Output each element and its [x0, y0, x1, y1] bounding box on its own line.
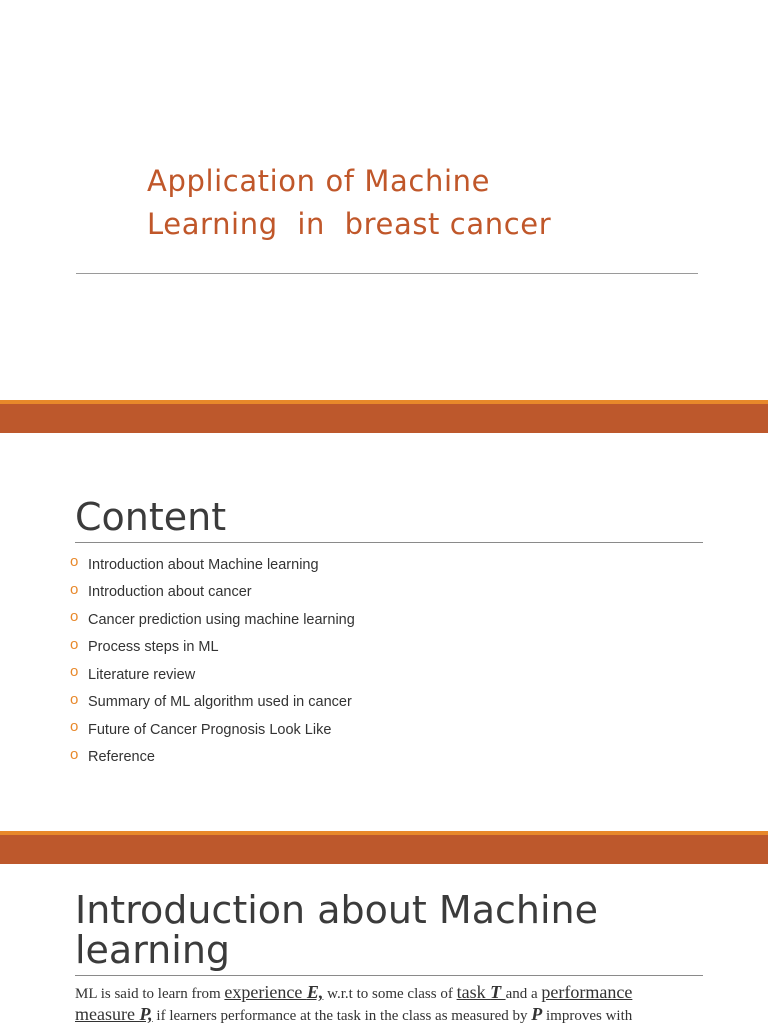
bullet-icon: o	[70, 580, 79, 598]
list-item	[70, 634, 355, 662]
list-item	[70, 579, 355, 607]
list-item	[70, 716, 355, 744]
title-line-2: Learning in breast cancer	[147, 207, 552, 241]
content-divider	[75, 542, 703, 543]
para-text: ML is said to learn from	[75, 986, 225, 1002]
slide-intro-ml	[0, 864, 768, 1024]
list-item	[70, 744, 355, 772]
term-measure: measure	[75, 1004, 140, 1024]
term-performance: performance	[541, 982, 633, 1002]
list-item-text: Introduction about cancer	[88, 584, 252, 601]
list-item-text: Literature review	[88, 666, 196, 683]
ml-definition-paragraph	[75, 982, 695, 1026]
bullet-icon: o	[70, 553, 79, 571]
list-item-text: Introduction about Machine learning	[88, 556, 319, 573]
bullet-icon: o	[70, 663, 79, 681]
bullet-icon: o	[70, 718, 79, 736]
title-divider	[76, 273, 698, 274]
bullet-icon: o	[70, 690, 79, 708]
bullet-icon: o	[70, 745, 79, 763]
slide-separator-band	[0, 831, 768, 864]
symbol-p: P,	[139, 1004, 153, 1024]
list-item	[70, 689, 355, 717]
list-item	[70, 661, 355, 689]
intro-heading	[75, 890, 715, 970]
list-item-text: Process steps in ML	[88, 639, 219, 656]
intro-divider	[75, 975, 703, 976]
title-line-1: Application of Machine	[147, 164, 491, 198]
intro-heading-line-2: learning	[75, 928, 231, 972]
para-text: and a	[505, 986, 542, 1002]
content-list	[70, 551, 355, 771]
list-item-text: Summary of ML algorithm used in cancer	[88, 694, 352, 711]
slide-content	[0, 433, 768, 831]
para-text: improves with	[542, 1008, 633, 1024]
presentation-title	[147, 160, 707, 246]
intro-heading-line-1: Introduction about Machine	[75, 888, 598, 932]
symbol-p: P	[531, 1004, 543, 1024]
list-item-text: Cancer prediction using machine learning	[88, 611, 355, 628]
bullet-icon: o	[70, 608, 79, 626]
list-item-text: Reference	[88, 749, 155, 766]
list-item-text: Future of Cancer Prognosis Look Like	[88, 721, 332, 738]
content-heading: Content	[75, 495, 227, 539]
list-item	[70, 551, 355, 579]
term-experience: experience	[224, 982, 307, 1002]
symbol-e: E,	[306, 982, 324, 1002]
para-text: w.r.t to some class of	[323, 986, 457, 1002]
bullet-icon: o	[70, 635, 79, 653]
list-item	[70, 606, 355, 634]
slide-title	[0, 0, 768, 400]
symbol-t: T	[490, 982, 506, 1002]
slide-separator-band	[0, 400, 768, 433]
para-text: if learners performance at the task in the class as measured by	[152, 1008, 532, 1024]
term-task: task	[456, 982, 491, 1002]
